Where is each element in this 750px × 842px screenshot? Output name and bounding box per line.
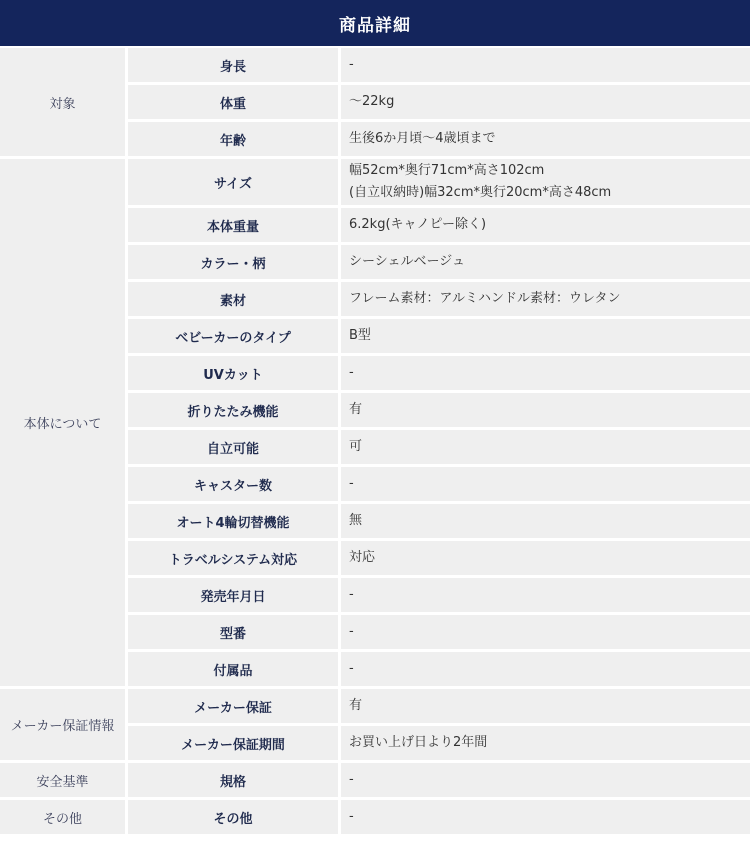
spec-label: トラベルシステム対応 <box>127 540 340 577</box>
category-cell: 安全基準 <box>0 762 127 799</box>
spec-value-line: 可 <box>349 439 363 454</box>
spec-label: カラー・柄 <box>127 244 340 281</box>
spec-label: 折りたたみ機能 <box>127 392 340 429</box>
spec-value-line: 生後6か月頃～4歳頃まで <box>349 131 496 146</box>
spec-value <box>340 355 750 392</box>
spec-value-line: ～22kg <box>349 94 395 109</box>
category-cell: 本体について <box>0 158 127 688</box>
spec-label: 付属品 <box>127 651 340 688</box>
spec-label: 年齢 <box>127 121 340 158</box>
spec-value-line: 有 <box>349 698 363 713</box>
spec-value-line: - <box>349 809 354 824</box>
spec-label: 自立可能 <box>127 429 340 466</box>
spec-label: 体重 <box>127 84 340 121</box>
table-row <box>0 158 750 207</box>
spec-value <box>340 466 750 503</box>
table-row <box>0 688 750 725</box>
spec-label: UVカット <box>127 355 340 392</box>
spec-table-body <box>0 47 750 834</box>
spec-value <box>340 799 750 835</box>
spec-value-line: 無 <box>349 513 363 528</box>
spec-value-line: (自立収納時)幅32cm*奥行20cm*高さ48cm <box>349 185 612 200</box>
spec-value <box>340 614 750 651</box>
page-title: 商品詳細 <box>339 15 411 36</box>
spec-value <box>340 651 750 688</box>
spec-value <box>340 429 750 466</box>
product-details-header <box>0 0 750 46</box>
spec-label: 型番 <box>127 614 340 651</box>
spec-value-line: 6.2kg(キャノピー除く) <box>349 217 487 232</box>
spec-label: 素材 <box>127 281 340 318</box>
category-cell: その他 <box>0 799 127 835</box>
spec-value-line: - <box>349 624 354 639</box>
spec-value-line: - <box>349 661 354 676</box>
spec-value-line: お買い上げ日より2年間 <box>349 735 488 750</box>
spec-label: サイズ <box>127 158 340 207</box>
spec-value-line: 対応 <box>349 550 376 565</box>
spec-label: メーカー保証 <box>127 688 340 725</box>
spec-label: 本体重量 <box>127 207 340 244</box>
spec-value-line: - <box>349 476 354 491</box>
spec-value <box>340 318 750 355</box>
spec-label: 規格 <box>127 762 340 799</box>
spec-value <box>340 158 750 207</box>
spec-label: キャスター数 <box>127 466 340 503</box>
spec-value <box>340 121 750 158</box>
spec-value <box>340 577 750 614</box>
spec-value <box>340 762 750 799</box>
spec-value-line: - <box>349 57 354 72</box>
table-row <box>0 762 750 799</box>
table-row <box>0 47 750 84</box>
spec-value <box>340 725 750 762</box>
table-row <box>0 799 750 835</box>
spec-value-line: - <box>349 587 354 602</box>
spec-value-line: - <box>349 365 354 380</box>
spec-value <box>340 84 750 121</box>
spec-value-line: フレーム素材：アルミハンドル素材：ウレタン <box>349 291 621 306</box>
category-cell: 対象 <box>0 47 127 158</box>
spec-value <box>340 503 750 540</box>
spec-value <box>340 281 750 318</box>
category-cell: メーカー保証情報 <box>0 688 127 762</box>
spec-label: 発売年月日 <box>127 577 340 614</box>
spec-value <box>340 540 750 577</box>
spec-value <box>340 392 750 429</box>
spec-label: オート4輪切替機能 <box>127 503 340 540</box>
spec-value-line: B型 <box>349 328 371 343</box>
spec-value <box>340 207 750 244</box>
spec-value <box>340 244 750 281</box>
spec-value-line: - <box>349 772 354 787</box>
spec-value <box>340 47 750 84</box>
spec-value-line: 有 <box>349 402 363 417</box>
spec-table <box>0 46 750 834</box>
spec-label: その他 <box>127 799 340 835</box>
spec-label: ベビーカーのタイプ <box>127 318 340 355</box>
spec-label: メーカー保証期間 <box>127 725 340 762</box>
spec-value-line: シーシェルベージュ <box>349 254 465 269</box>
spec-value <box>340 688 750 725</box>
spec-value-line: 幅52cm*奥行71cm*高さ102cm <box>349 163 545 178</box>
spec-label: 身長 <box>127 47 340 84</box>
